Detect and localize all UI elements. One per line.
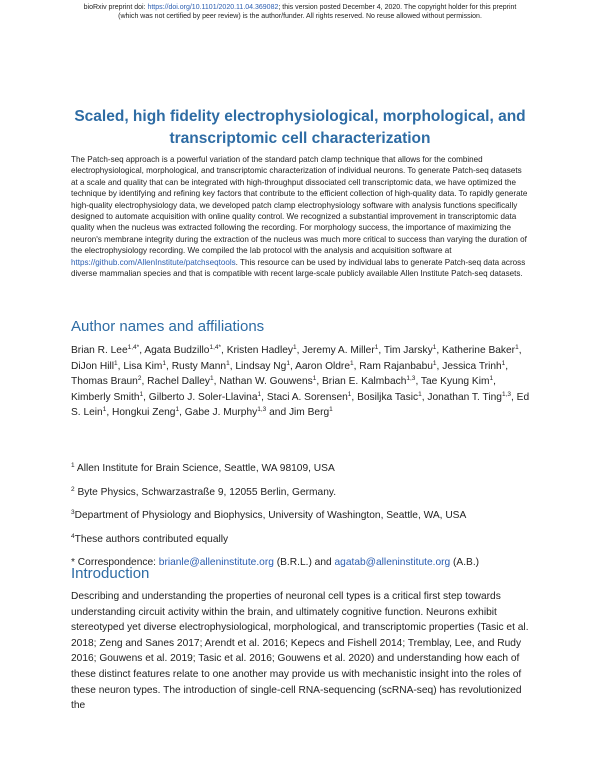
introduction-body: Describing and understanding the properties of neuronal cell types is a critical first step towards understanding circuit activity within the brain, and ultimately cognitive function. Neurons exhibit stereotyped yet diverse electrophysiological, morphological, and transcriptomic properties (Tasic et al. 2018; Zeng and Sanes 2017; Arendt et al. 2016; Kepecs and Fishell 2014; Tremblay, Lee, and Rudy 2016; Gouwens et al. 2019; Tasic et al. 2016; Gouwens et al. 2020) and understanding how each of these distinct features relate to one another may provide us with mechanistic insight into the roles of these neuron types. The introduction of single-cell RNA-sequencing (scRNA-seq) has revolutionized the [71,591,529,712]
author-affiliation-marker: 1 [292,344,297,351]
author-name: Tae Kyung Kim [420,376,490,387]
author-name: Hongkui Zeng [112,407,176,418]
author-name: Jonathan T. Ting [427,391,502,403]
author-affiliation-marker: 1 [515,344,519,351]
introduction-heading: Introduction [71,565,150,582]
paper-title [40,106,560,150]
author-affiliation-marker: 2 [137,375,142,382]
correspondence: * Correspondence: brianle@alleninstitute.org (B.R.L.) and agatab@alleninstitute.org (A.B.) [71,557,480,568]
author-name: Ram Rajanbabu [359,360,433,372]
author-affiliation-marker: 1 [102,406,107,413]
author-name: Brian R. Lee [71,345,128,356]
author-list: Brian R. Lee$^{1,4*}$, Agata Budzillo$^{1,4*}$, Kristen Hadley$^1$, Jeremy A. Miller$^1$, Tim Jarsky$^1$, Katherine Baker$^1$, DiJon Hill$^1$, Lisa Kim$^1$, Rusty Mann$^1$, Lindsay Ng$^1$, Aaron Oldre$^1$, Ram Rajanbabu$^1$, Jessica Trinh$^1$, Thomas Braun$^2$, Rachel Dalley$^1$, Nathan W. Gouwens$^1$, Brian E. Kalmbach$^{1,3}$, Tae Kyung Kim$^1$, Kimberly Smith$^1$, Gilberto J. Soler-Llavina$^1$, Staci A. Sorensen$^1$, Bosiljka Tasic$^1$, Jonathan T. Ting$^{1,3}$, Ed S. Lein$^1$, Hongkui Zeng$^1$, Gabe J. Murphy$^{1,3}$ and Jim Berg$^1$ [71,344,530,418]
author-affiliation-marker: 1 [114,359,118,367]
author-name: Jeremy A. Miller [302,345,375,356]
affiliation-4: $^4$These authors contributed equally [71,533,229,545]
affiliation-3: $^3$Department of Physiology and Biophysics, University of Washington, Seattle, WA, USA [71,509,467,521]
author-affiliation-marker: 1 [329,406,333,413]
author-name: Tim Jarsky [383,345,433,356]
header-line-2: (which was not certified by peer review) is the author/funder. All rights reserved. No reuse allowed without permission. [118,13,482,20]
author-affiliation-marker: 1 [432,359,437,367]
author-name: Rachel Dalley [147,376,210,387]
github-link[interactable]: https://github.com/AllenInstitute/patchseqtools [71,257,236,267]
author-affiliation-marker: 1,3 [501,390,511,398]
email-link-brianle[interactable]: brianle@alleninstitute.org [158,557,274,568]
author-name: Aaron Oldre [295,360,350,372]
author-name: Agata Budzillo [144,345,210,356]
author-affiliation-marker: 1 [175,406,180,413]
author-affiliation-marker: 1,3 [406,375,416,382]
author-affiliation-marker: 1 [501,359,506,367]
author-affiliation-marker: 1 [374,344,379,351]
author-affiliation-marker: 1 [347,390,352,398]
author-affiliation-marker: 1 [209,375,214,382]
author-name: Kimberly Smith [71,391,140,403]
doi-link[interactable]: https://doi.org/10.1101/2020.11.04.369082 [147,4,279,11]
author-affiliation-marker: 1,3 [257,406,267,413]
author-affiliation-marker: 1 [257,390,262,398]
author-name: Staci A. Sorensen [266,391,348,403]
author-name: Gabe J. Murphy [184,407,258,418]
author-affiliation-marker: 1 [139,390,144,398]
author-affiliation-marker: 1 [226,359,230,367]
author-affiliation-marker: 1 [312,375,317,382]
affiliation-1: $^1$ Allen Institute for Brain Science, Seattle, WA 98109, USA [71,462,335,474]
author-name: Kristen Hadley [226,345,293,356]
author-affiliation-marker: 1 [286,359,290,367]
author-name: Thomas Braun [71,376,138,387]
author-name: Gilberto J. Soler-Llavina [148,391,258,403]
author-name: Rusty Mann [171,360,227,372]
author-name: DiJon Hill [71,360,115,372]
author-name: Brian E. Kalmbach [322,376,407,387]
header-line-1: bioRxiv preprint doi: https://doi.org/10.1101/2020.11.04.369082; this version posted December 4, 2020. The copyright holder for this preprint [83,4,517,11]
authors-heading: Author names and affiliations [71,318,265,335]
title-line-1: Scaled, high fidelity electrophysiological, morphological, and [74,108,526,126]
author-name: Katherine Baker [442,345,516,356]
email-link-agatab[interactable]: agatab@alleninstitute.org [334,557,451,568]
author-affiliation-marker: 1 [489,375,494,382]
author-name: Ed S. Lein [71,391,530,418]
author-name: Lisa Kim [123,360,163,372]
author-name: Jessica Trinh [442,360,502,372]
author-affiliation-marker: 1,4* [209,344,222,351]
author-name: Bosiljka Tasic [357,391,419,403]
author-name: Jim Berg [288,407,330,418]
title-line-2: transcriptomic cell characterization [169,130,431,148]
author-affiliation-marker: 1 [432,344,437,351]
author-affiliation-marker: 1 [162,359,167,367]
author-affiliation-marker: 1 [418,390,422,398]
author-affiliation-marker: 1 [350,359,354,367]
author-name: Nathan W. Gouwens [219,376,313,387]
preprint-header [0,3,600,21]
abstract: The Patch-seq approach is a powerful variation of the standard patch clamp technique that allows for the combined electrophysiological, morphological, and transcriptomic characterization of individual neurons. To generate Patch-seq datasets at a scale and quality that can be integrated with high-throughput dissociated cell transcriptomic data, we have optimized the technique by identifying and refining key factors that contribute to the efficient collection of high-quality data. To rapidly generate high-quality electrophysiology data, we developed patch clamp electrophysiology software with analysis functions specifically designed to automate acquisition with online quality control. We recognized a substantial improvement in transcriptomic data quality when the nucleus was extracted following the recording. For morphology success, the importance of maximizing the neuron's membrane integrity during the extraction of the nucleus was much more critical to success than varying the duration of the electrophysiology recording. We compiled the lab protocol with the analysis and acquisition software at https://github.com/AllenInstitute/patchseqtools. This resource can be used by individual labs to generate Patch-seq data across diverse mammalian species and that is compatible with recent large-scale publicly available Allen Institute Patch-seq datasets. [71,155,528,279]
affiliation-2: $^2$ Byte Physics, Schwarzastraße 9, 12055 Berlin, Germany. [71,486,337,498]
author-name: Lindsay Ng [235,360,287,372]
author-affiliation-marker: 1,4* [127,344,140,351]
